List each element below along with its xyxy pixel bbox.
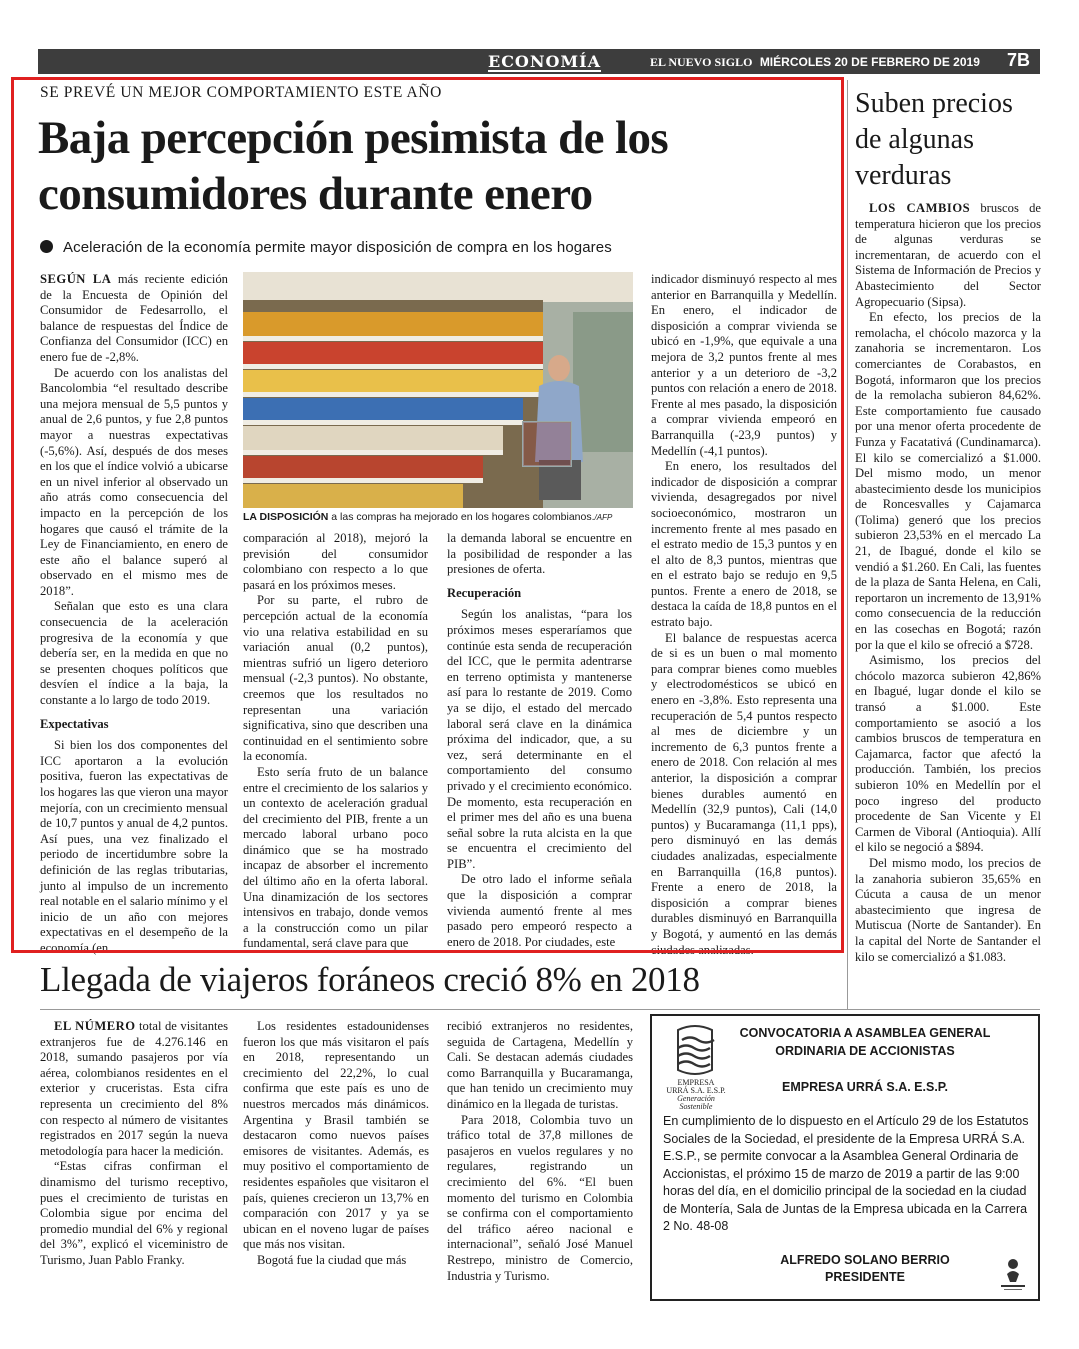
main-column-2: comparación al 2018), mejoró la previsión del consumidor colombiano con respecto a lo que pasará en los próximos meses. Por su parte, el rubro de percepción actual de la economía vio una relativa estabilidad en su variación anual (0,2 puntos), mientras sufrió un ligero deterioro mensual (-2,3 puntos). No obstante, creemos que los resultados no representan una variación significativa, sino que describen una continuidad en el sentimiento sobre la economía. Esto sería fruto de un balance entre el crecimiento de los salarios y un contexto de aceleración gradual del crecimiento del PIB, frente a un mercado laboral urbano poco dinámico que se ha mostrado incapaz de absorber el incremento del último año en la oferta laboral. Una dinamización de los sectores intensivos en trabajo, donde vemos a la construcción como un pilar fundamental, será clave para que bbox=[243, 531, 428, 951]
article-kicker: SE PREVÉ UN MEJOR COMPORTAMIENTO ESTE AÑO bbox=[40, 84, 442, 101]
ad-title: CONVOCATORIA A ASAMBLEA GENERAL ORDINARIA DE ACCIONISTAS bbox=[739, 1026, 991, 1058]
logo-caption: EMPRESA URRÁ S.A. E.S.P. Generación Sostenible bbox=[666, 1078, 726, 1111]
selection-box bbox=[11, 77, 844, 953]
header-info bbox=[650, 55, 980, 70]
article-lede: Aceleración de la economía permite mayor disposición de compra en los hogares bbox=[40, 239, 612, 256]
bottom-column-2: Los residentes estadounidenses fueron los que más visitaron el país en 2018, representando un crecimiento del 22,2%, lo cual confirma que este país es uno de nuestros mercados más dinámicos. Argentina y Brasil también se destacaron como nuevos países emisores de visitantes. Además, es muy positivo el comportamiento de residentes españoles que visitaron el país, quienes crecieron un 13,7% en comparación con 2017 y ya se ubican en el noveno lugar de países que más nos visitan. Bogotá fue la ciudad que más bbox=[243, 1019, 429, 1267]
bottom-column-1: EL NÚMERO total de visitantes extranjeros fue de 4.276.146 en 2018, sumando pasajeros por vía aérea, colombianos residentes en el exterior y cruceristas. Esta cifra representa un crecimiento del 8% con respecto al número de visitantes registrados en 2017 según la nueva metodología para hacer la medición. “Estas cifras confirman el dinamismo del turismo receptivo, pues el crecimiento de turistas en Colombia sigue por encima del promedio mundial del 6% y regional del 3%”, explicó el viceministro de Turismo, Juan Pablo Franky. bbox=[40, 1019, 228, 1267]
ad-signature: ALFREDO SOLANO BERRIO PRESIDENTE bbox=[780, 1253, 950, 1284]
page-number: 7B bbox=[1007, 50, 1031, 70]
column-divider bbox=[847, 80, 848, 1010]
supervision-seal-icon bbox=[998, 1254, 1028, 1294]
side-headline[interactable]: Suben precios de algunas verduras bbox=[855, 88, 1013, 191]
issue-date: MIÉRCOLES 20 DE FEBRERO DE 2019 bbox=[759, 55, 980, 69]
section-name: ECONOMÍA bbox=[488, 52, 602, 71]
subhead-recuperacion: Recuperación bbox=[447, 585, 522, 600]
ad-body: En cumplimiento de lo dispuesto en el Artículo 29 de los Estatutos Sociales de la Sociedad, el presidente de la Empresa URRÁ S.A. E.S.P., se permite convocar a la Asamblea General Ordinaria de Accionistas, el próximo 15 de marzo de 2019 a partir de las 9:00 horas del día, en el domicilio principal de la sociedad en la ciudad de Montería, Sala de Juntas de la Empresa ubicada en la Carrera 2 No. 48-08 bbox=[663, 1114, 1029, 1233]
main-column-1: SEGÚN LA más reciente edición de la Encuesta de Opinión del Consumidor de Fedesarrollo, el balance de respuestas del Índice de Confianza del Consumidor (ICC) en enero fue de -2,8%. De acuerdo con los analistas del Bancolombia “el resultado describe una mejora mensual de 5,5 puntos y anual de 2,6 puntos, y fue 2,8 puntos mayor a nuestras expectativas (-5,6%). Así, después de dos meses en los que el índice volvió a ubicarse en un nivel inferior al observado un año atrás como consecuencia del impacto en la percepción de los hogares que causó el trámite de la Ley de Financiamiento, en enero de este año el balance superó al observado en el mismo mes de 2018”. Señalan que esto es una clara consecuencia de la aceleración progresiva de la economía y que debería ser, en la medida en que no se presenten choques políticos que desvíen el índice a la baja, la constante a lo largo de todo 2019. Expectativas Si bien los dos componentes del ICC aportaron a la evolución positiva, fueron las expectativas de los hogares las que vieron una mayor mejoría, con un crecimiento mensual de 10,7 puntos y anual de 4,2 puntos. Así pues, una vez finalizado el periodo de incertidumbre sobre la definición de las reglas tributarias, junto al impulso de un incremento real notable en el salario mínimo y el inicio de un año con mejores expectativas en el desempeño de la economía (en bbox=[40, 272, 228, 955]
main-column-4: indicador disminuyó respecto al mes anterior en Barranquilla y Medellín. En enero, el indicador de disposición a comprar vivienda se ubicó en -1,9%, que equivale a una mejora de 3,2 puntos frente al mes anterior y a un deterioro de -3,2 puntos con relación a enero de 2018. Frente al mes pasado, la disposición a comprar vivienda empeoró en Barranquilla (-23,9 puntos) y Medellín (-4,1 puntos). En enero, los resultados del indicador de disposición a comprar vivienda, desagregados por nivel socioeconómico, mostraron un incremento frente al mes pasado en el estrato medio de 15,3 puntos y en el alto de 8,3 puntos, mientras que en el estrato bajo se redujo en 9,5 puntos. Frente a enero de 2018, se destaca la caída de 18,8 puntos en el estrato bajo. El balance de respuestas acerca de si es un buen o mal momento para comprar bienes como muebles y electrodomésticos se ubicó en enero en -3,8%. Esto representa una recuperación de 5,4 puntos respecto al mes de diciembre y un incremento de 6,3 puntos frente a enero de 2018. Con relación al mes anterior, la disposición a comprar bienes durables aumentó en Medellín (32,9 puntos), Cali (14,0 puntos) y Bucaramanga (11,1 pps), pero disminuyó en las demás ciudades analizadas, especialmente en Barranquilla (16,8 puntos). Frente a enero de 2018, la disposición a comprar bienes durables disminuyó en Barranquilla y Bogotá, y aumentó en las demás ciudades analizadas. bbox=[651, 272, 837, 957]
main-column-3: la demanda laboral se encuentre en la posibilidad de responder a las presiones de oferta. Recuperación Según los analistas, “para los próximos meses esperaríamos que continúe esta senda de recuperación del ICC, que le permita adentrarse en terreno optimista y mantenerse así para lo restante de 2019. Como ya se dijo, el estado del mercado laboral será clave en la dinámica próxima del indicador, que, a su vez, será determinante en el comportamiento del consumo privado y el crecimiento económico. De momento, esta recuperación en el primer mes del año es una buena señal sobre la ruta alcista en la que se encuentra el crecimiento del PIB”. De otro lado el informe señala que la disposición a comprar vivienda aumentó frente al mes pasado pero empeoró respecto a enero de 2018. Por ciudades, este bbox=[447, 531, 632, 949]
ad-company: EMPRESA URRÁ S.A. E.S.P. bbox=[781, 1080, 948, 1094]
bottom-column-3: recibió extranjeros no residentes, seguida de Cartagena, Medellín y Cali. Se destacan además ciudades como Barranquilla y Bucaramanga, que han tenido un crecimiento muy dinámico en la llegada de turistas. Para 2018, Colombia tuvo un tráfico total de 37,8 millones de pasajeros en vuelos regulares y no regulares, registrando un crecimiento del 6%. “El buen momento del turismo en Colombia se confirma con el comportamiento del tráfico aéreo nacional e internacional”, señaló José Manuel Restrepo, ministro de Comercio, Industria y Turismo. bbox=[447, 1019, 633, 1283]
article-headline[interactable]: Baja percepción pesimista de los consumidores durante enero bbox=[38, 112, 669, 220]
photo-caption: LA DISPOSICIÓN a las compras ha mejorado en los hogares colombianos./AFP bbox=[243, 511, 613, 523]
subhead-expectativas: Expectativas bbox=[40, 716, 109, 731]
paper-name: EL NUEVO SIGLO bbox=[650, 55, 753, 69]
bottom-headline[interactable]: Llegada de viajeros foráneos creció 8% en 2018 bbox=[40, 960, 700, 999]
bottom-rule bbox=[40, 1009, 1040, 1010]
side-column: LOS CAMBIOS bruscos de temperatura hicieron que los precios de algunas verduras se incrementaran, de acuerdo con el Sistema de Información de Precios y Abastecimiento del Sector Agropecuario (Sipsa). En efecto, los precios de la remolacha, el chócolo mazorca y la zanahoria se incrementaron. Los comerciantes de Corabastos, en Bogotá, informaron que los precios de la remolacha subieron 84,62%. Este comportamiento fue causado por una menor oferta procedente de Funza y Facatativá (Cundinamarca). El kilo se comercializó a $1.000. Del mismo modo, un menor abastecimiento desde los municipios de Roncesvalles y Cajamarca (Tolima) generó que los precios subieron 23,53% en el mercado La 21, de Ibagué, donde el kilo se vendió a $1.260. En Cali, las fuentes de la plaza de Santa Helena, en Cali, reportaron un incremento de 13,91% como consecuencia de la reducción en las cosechas en Bogotá; razón por la que el kilo se ofreció a $728. Asimismo, los precios del chócolo mazorca subieron 42,86% en Ibagué, lugar donde el kilo se transó a $1.000. Este comportamiento se asoció a los cambios bruscos de temperatura en Cajamarca, factor que afectó la producción. También, los precios subieron 10% en Medellín por el poco ingreso del producto procedente de San Vicente y El Carmen de Viboral (Antioquia). Allí el kilo se negoció a $894. Del mismo modo, los precios de la zanahoria subieron 35,65% en Cúcuta a causa de un menor abastecimiento que ingresa de Mutiscua (Norte de Santander). En la capital del Norte de Santander el kilo se comercializó a $1.083. bbox=[855, 201, 1041, 964]
